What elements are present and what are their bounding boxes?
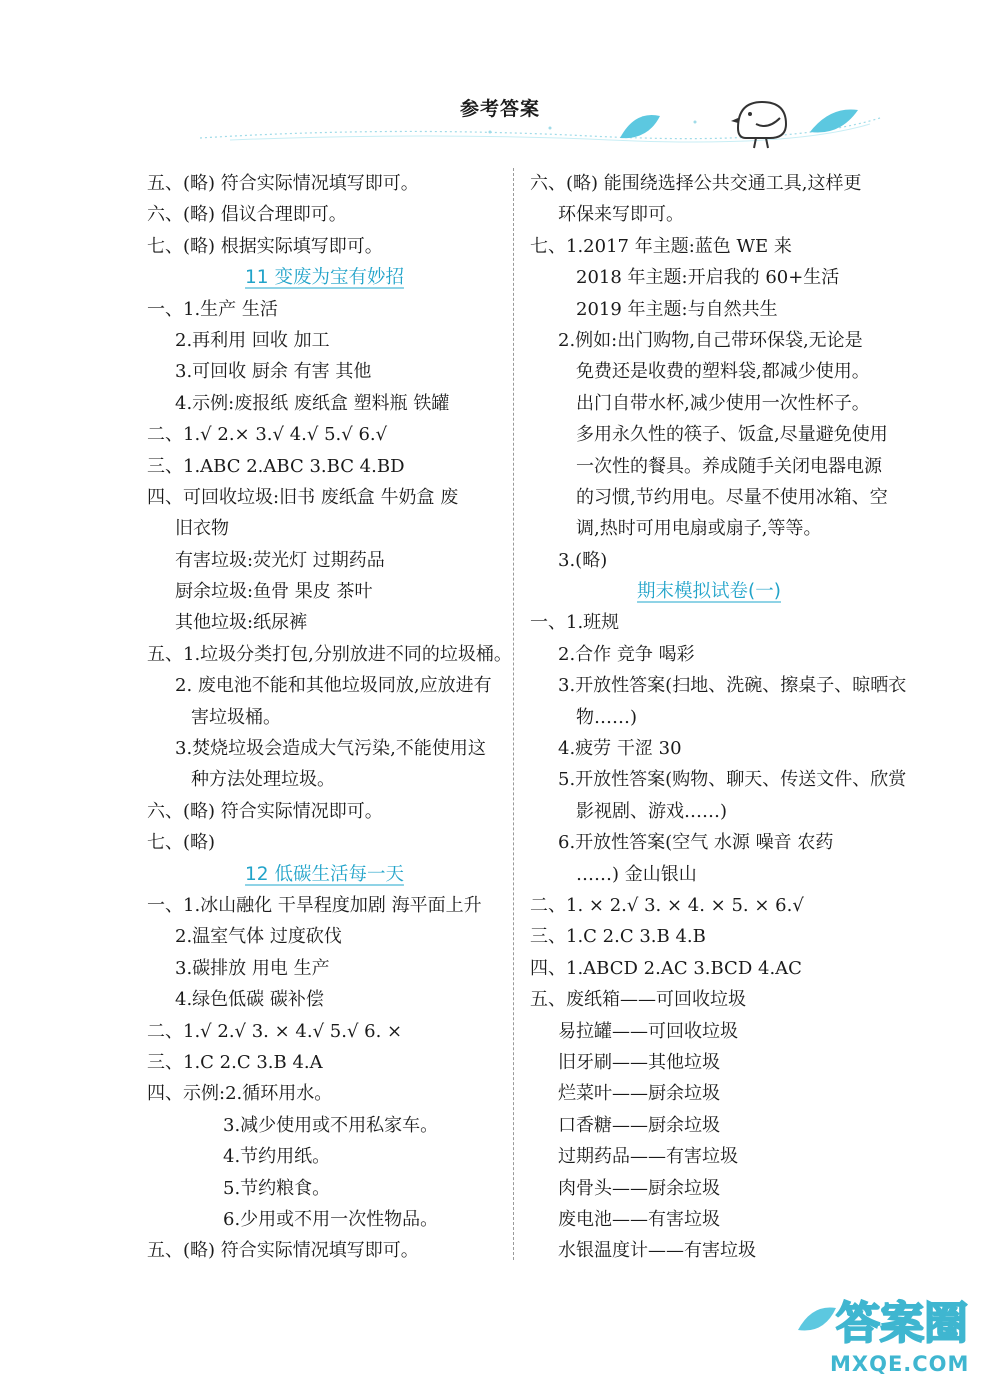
answer-line: 四、示例:2.循环用水。 (147, 1083, 333, 1105)
answer-line: 四、可回收垃圾:旧书 废纸盒 牛奶盒 废 (147, 486, 459, 508)
section-heading: 期末模拟试卷(一) (637, 581, 781, 603)
answer-line: 二、1. × 2.√ 3. × 4. × 5. × 6.√ (530, 894, 804, 916)
answer-line: 5.节约粮食。 (223, 1177, 331, 1199)
answer-line: 物……) (576, 706, 638, 728)
answer-line: 2019 年主题:与自然共生 (576, 298, 778, 320)
answer-line: 三、1.ABC 2.ABC 3.BC 4.BD (147, 455, 405, 477)
answer-line: 出门自带水杯,减少使用一次性杯子。 (576, 392, 870, 414)
answer-line: 2.合作 竞争 喝彩 (558, 643, 695, 665)
answer-line: 3.可回收 厨余 有害 其他 (175, 361, 372, 383)
section-heading: 12 低碳生活每一天 (245, 863, 404, 885)
answer-line: 肉骨头——厨余垃圾 (558, 1177, 720, 1199)
answer-line: 过期药品——有害垃圾 (558, 1146, 738, 1168)
answer-line: 6.少用或不用一次性物品。 (223, 1208, 439, 1230)
answer-line: 五、(略) 符合实际情况填写即可。 (147, 173, 419, 194)
answer-line: 3.开放性答案(扫地、洗碗、擦桌子、晾晒衣 (558, 675, 907, 697)
answer-line: 2.温室气体 过度砍伐 (175, 926, 342, 948)
answer-line: 水银温度计——有害垃圾 (558, 1240, 756, 1262)
answer-line: 3.减少使用或不用私家车。 (223, 1114, 439, 1136)
answer-line: 免费还是收费的塑料袋,都减少使用。 (576, 361, 870, 383)
answer-line: 六、(略) 符合实际情况即可。 (147, 800, 383, 822)
answer-line: 六、(略) 能围绕选择公共交通工具,这样更 (530, 173, 862, 194)
column-divider (513, 168, 514, 1260)
bird-eye-icon (748, 112, 752, 116)
answer-line: 七、(略) 根据实际填写即可。 (147, 235, 383, 257)
watermark-logo (790, 1290, 990, 1350)
answer-line: 七、1.2017 年主题:蓝色 WE 来 (530, 235, 792, 257)
answer-line: 3.焚烧垃圾会造成大气污染,不能使用这 (175, 738, 486, 760)
answer-line: 6.开放性答案(空气 水源 噪音 农药 (558, 832, 834, 854)
answer-line: 3.碳排放 用电 生产 (175, 957, 330, 979)
answer-line: 2.例如:出门购物,自己带环保袋,无论是 (558, 329, 863, 351)
answer-line: 烂菜叶——厨余垃圾 (558, 1083, 720, 1105)
answer-line: 2018 年主题:开启我的 60+生活 (576, 267, 840, 289)
answer-line: 害垃圾桶。 (191, 706, 281, 728)
answer-line: 4.疲劳 干涩 30 (558, 738, 682, 760)
left-column (147, 168, 512, 1267)
answer-line: 3.(略) (558, 549, 608, 571)
bird-beak-icon (731, 118, 738, 123)
answer-line: 环保来写即可。 (558, 204, 684, 226)
answer-line: 三、1.C 2.C 3.B 4.B (530, 926, 706, 948)
answer-line: 5.开放性答案(购物、聊天、传送文件、欣赏 (558, 769, 907, 791)
leaf-icon (798, 1307, 836, 1330)
answer-line: 调,热时可用电扇或扇子,等等。 (576, 518, 822, 540)
answer-line: 二、1.√ 2.√ 3. × 4.√ 5.√ 6. × (147, 1020, 403, 1042)
answer-line: 影视剧、游戏……) (576, 800, 728, 822)
answer-line: 一次性的餐具。养成随手关闭电器电源 (576, 455, 882, 477)
section-heading: 11 变废为宝有妙招 (245, 267, 404, 289)
page-title: 参考答案 (459, 98, 540, 120)
answer-line: 五、1.垃圾分类打包,分别放进不同的垃圾桶。 (147, 643, 512, 665)
answer-line: 2.再利用 回收 加工 (175, 329, 330, 351)
answer-line: 废电池——有害垃圾 (558, 1208, 720, 1230)
header-decoration (190, 88, 890, 158)
answer-line: 一、1.生产 生活 (147, 298, 278, 320)
answer-line: 2. 废电池不能和其他垃圾同放,应放进有 (175, 675, 492, 697)
answer-line: 三、1.C 2.C 3.B 4.A (147, 1051, 323, 1073)
answer-line: 四、1.ABCD 2.AC 3.BCD 4.AC (530, 957, 802, 979)
answer-line: 旧牙刷——其他垃圾 (558, 1051, 720, 1073)
answer-line: 旧衣物 (175, 518, 229, 540)
answer-line: 口香糖——厨余垃圾 (558, 1114, 720, 1136)
watermark-url: MXQE.COM (830, 1352, 970, 1376)
answer-line: ……) 金山银山 (576, 863, 697, 885)
answer-line: 的习惯,节约用电。尽量不使用冰箱、空 (576, 486, 888, 508)
answer-line: 一、1.班规 (530, 612, 620, 634)
watermark-logo-text: 答案圈 (836, 1298, 968, 1349)
answer-line: 一、1.冰山融化 干旱程度加剧 海平面上升 (147, 894, 482, 916)
answer-line: 五、废纸箱——可回收垃圾 (530, 989, 746, 1011)
answer-line: 4.示例:废报纸 废纸盒 塑料瓶 铁罐 (175, 392, 450, 414)
leaf-icon (620, 115, 660, 138)
answer-line: 易拉罐——可回收垃圾 (558, 1020, 738, 1042)
answer-line: 有害垃圾:荧光灯 过期药品 (175, 549, 385, 571)
answer-line: 其他垃圾:纸尿裤 (175, 612, 308, 634)
answer-line: 4.节约用纸。 (223, 1146, 331, 1168)
answer-line: 六、(略) 倡议合理即可。 (147, 204, 347, 226)
answer-line: 七、(略) (147, 832, 216, 854)
answer-line: 种方法处理垃圾。 (191, 769, 335, 791)
answer-line: 二、1.√ 2.× 3.√ 4.√ 5.√ 6.√ (147, 424, 388, 446)
answer-line: 五、(略) 符合实际情况填写即可。 (147, 1240, 419, 1262)
answer-line: 多用永久性的筷子、饭盒,尽量避免使用 (576, 424, 888, 446)
right-column (530, 168, 907, 1267)
answer-line: 厨余垃圾:鱼骨 果皮 茶叶 (175, 581, 373, 603)
answer-line: 4.绿色低碳 碳补偿 (175, 989, 324, 1011)
